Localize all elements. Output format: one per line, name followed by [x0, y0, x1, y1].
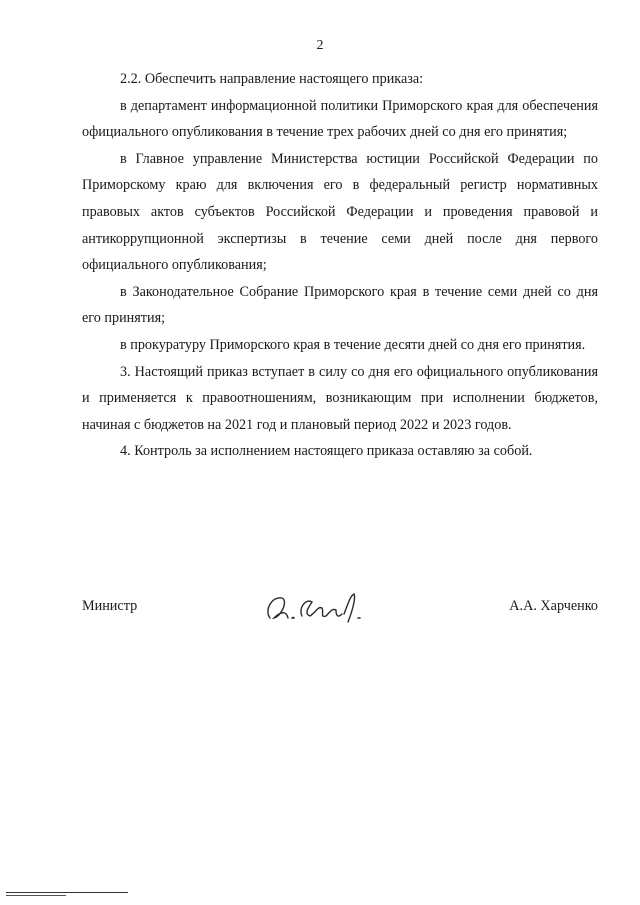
paragraph-3-effect: 3. Настоящий приказ вступает в силу со дня его официального опубликования и применяется к правоотношениям, возникающим при исполнении бюджетов, начиная с бюджетов на 2021 год и плановый период 2022 и 2023 годов. [82, 363, 598, 433]
paragraph-2-2: 2.2. Обеспечить направление настоящего приказа: [120, 71, 424, 87]
paragraph-info-policy: в департамент информационной политики Приморского края для обеспечения официального опубликования в течение трех рабочих дней со дня его принятия; [82, 97, 598, 141]
paragraph-4-control: 4. Контроль за исполнением настоящего приказа оставляю за собой. [120, 443, 533, 460]
signature-block [82, 590, 598, 626]
handwritten-signature [262, 590, 372, 626]
signatory-name: А.А. Харченко [509, 598, 598, 614]
signatory-title: Министр [82, 598, 138, 614]
paragraph-prosecutor: в прокуратуру Приморского края в течение десяти дней со дня его принятия. [120, 336, 586, 353]
paragraph-legislative-assembly: в Законодательное Собрание Приморского края в течение семи дней со дня его принятия; [82, 283, 598, 327]
document-body [82, 66, 598, 465]
footer-rule-secondary [6, 895, 66, 896]
footer-rule [6, 892, 128, 893]
page-number: 2 [316, 38, 324, 53]
paragraph-ministry-justice: в Главное управление Министерства юстиции Российской Федерации по Приморскому краю для включения его в федеральный регистр нормативных правовых актов субъектов Российской Федерации и проведения правовой и антикоррупционной экспертизы в течение семи дней после дня первого официального опубликования; [82, 150, 598, 274]
